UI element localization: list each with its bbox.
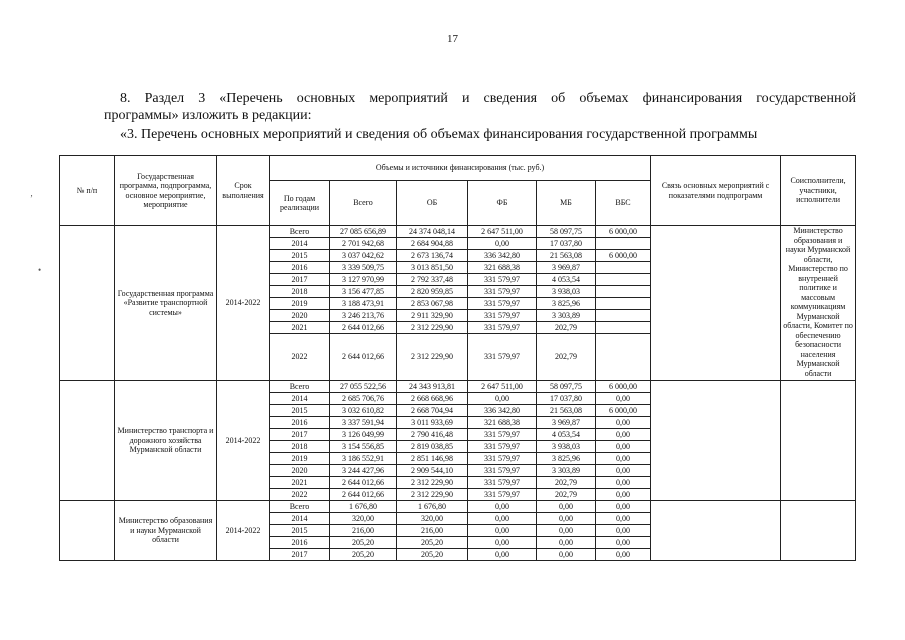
cell-num <box>60 501 115 561</box>
cell-total: 3 154 556,85 <box>330 441 397 453</box>
cell-year: 2018 <box>270 441 330 453</box>
cell-fb: 0,00 <box>468 513 537 525</box>
cell-total: 2 644 012,66 <box>330 489 397 501</box>
cell-mb: 3 969,87 <box>537 417 596 429</box>
cell-link <box>651 381 781 501</box>
cell-vbs: 6 000,00 <box>596 405 651 417</box>
cell-executors <box>781 381 856 501</box>
table-row <box>60 226 856 238</box>
cell-mb: 0,00 <box>537 549 596 561</box>
cell-program-name: Министерство транспорта и дорожного хозяйства Мурманской области <box>115 381 217 501</box>
cell-ob: 3 011 933,69 <box>397 417 468 429</box>
cell-year: 2016 <box>270 537 330 549</box>
cell-fb: 2 647 511,00 <box>468 226 537 238</box>
cell-fb: 331 579,97 <box>468 489 537 501</box>
cell-vbs: 0,00 <box>596 513 651 525</box>
cell-ob: 3 013 851,50 <box>397 262 468 274</box>
cell-mb: 58 097,75 <box>537 381 596 393</box>
cell-fb: 331 579,97 <box>468 310 537 322</box>
cell-link <box>651 226 781 381</box>
page-number: 17 <box>447 33 458 45</box>
cell-fb: 0,00 <box>468 393 537 405</box>
cell-year: 2017 <box>270 549 330 561</box>
cell-mb: 17 037,80 <box>537 393 596 405</box>
cell-vbs: 0,00 <box>596 549 651 561</box>
cell-total: 3 244 427,96 <box>330 465 397 477</box>
cell-ob: 2 820 959,85 <box>397 286 468 298</box>
cell-mb: 4 053,54 <box>537 274 596 286</box>
cell-year: Всего <box>270 381 330 393</box>
cell-ob: 2 312 229,90 <box>397 334 468 381</box>
cell-term: 2014-2022 <box>217 381 270 501</box>
cell-total: 2 685 706,76 <box>330 393 397 405</box>
cell-mb: 4 053,54 <box>537 429 596 441</box>
cell-fb: 331 579,97 <box>468 322 537 334</box>
header-mb: МБ <box>537 181 596 226</box>
margin-mark: • <box>38 265 42 275</box>
cell-fb: 331 579,97 <box>468 429 537 441</box>
cell-fb: 0,00 <box>468 549 537 561</box>
cell-ob: 2 684 904,88 <box>397 238 468 250</box>
header-total: Всего <box>330 181 397 226</box>
cell-total: 1 676,80 <box>330 501 397 513</box>
table-row <box>60 381 856 393</box>
cell-year: 2018 <box>270 286 330 298</box>
cell-total: 3 339 509,75 <box>330 262 397 274</box>
cell-vbs: 0,00 <box>596 393 651 405</box>
cell-mb: 3 938,03 <box>537 286 596 298</box>
cell-ob: 2 911 329,90 <box>397 310 468 322</box>
cell-total: 3 032 610,82 <box>330 405 397 417</box>
cell-program-name: Государственная программа «Развитие транспортной системы» <box>115 226 217 381</box>
cell-year: 2016 <box>270 262 330 274</box>
cell-total: 3 186 552,91 <box>330 453 397 465</box>
cell-fb: 0,00 <box>468 238 537 250</box>
header-executors: Соисполнители, участники, исполнители <box>781 156 856 226</box>
cell-total: 205,20 <box>330 537 397 549</box>
cell-fb: 336 342,80 <box>468 250 537 262</box>
cell-mb: 3 938,03 <box>537 441 596 453</box>
cell-total: 3 127 970,99 <box>330 274 397 286</box>
cell-ob: 24 343 913,81 <box>397 381 468 393</box>
cell-vbs: 0,00 <box>596 525 651 537</box>
header-fb: ФБ <box>468 181 537 226</box>
cell-ob: 216,00 <box>397 525 468 537</box>
cell-year: 2020 <box>270 310 330 322</box>
cell-vbs <box>596 334 651 381</box>
header-vbs: ВБС <box>596 181 651 226</box>
section-title: «3. Перечень основных мероприятий и сведения об объемах финансирования государственной программы <box>120 127 758 142</box>
cell-year: 2020 <box>270 465 330 477</box>
cell-mb: 202,79 <box>537 334 596 381</box>
cell-term: 2014-2022 <box>217 501 270 561</box>
header-num: № п/п <box>60 156 115 226</box>
cell-mb: 0,00 <box>537 513 596 525</box>
cell-vbs <box>596 274 651 286</box>
cell-fb: 0,00 <box>468 501 537 513</box>
cell-term: 2014-2022 <box>217 226 270 381</box>
cell-vbs: 0,00 <box>596 441 651 453</box>
cell-ob: 2 312 229,90 <box>397 322 468 334</box>
cell-year: 2014 <box>270 513 330 525</box>
cell-vbs: 0,00 <box>596 477 651 489</box>
cell-ob: 2 673 136,74 <box>397 250 468 262</box>
cell-ob: 205,20 <box>397 549 468 561</box>
cell-vbs <box>596 286 651 298</box>
cell-ob: 2 909 544,10 <box>397 465 468 477</box>
cell-mb: 21 563,08 <box>537 405 596 417</box>
cell-mb: 21 563,08 <box>537 250 596 262</box>
cell-vbs: 6 000,00 <box>596 381 651 393</box>
cell-ob: 2 819 038,85 <box>397 441 468 453</box>
cell-num <box>60 381 115 501</box>
cell-fb: 0,00 <box>468 525 537 537</box>
cell-num <box>60 226 115 381</box>
cell-ob: 2 668 704,94 <box>397 405 468 417</box>
cell-ob: 2 312 229,90 <box>397 477 468 489</box>
cell-vbs: 6 000,00 <box>596 250 651 262</box>
cell-total: 27 085 656,89 <box>330 226 397 238</box>
cell-year: 2014 <box>270 393 330 405</box>
header-term: Срок выполнения <box>217 156 270 226</box>
cell-vbs: 0,00 <box>596 501 651 513</box>
cell-mb: 3 303,89 <box>537 465 596 477</box>
cell-year: 2021 <box>270 322 330 334</box>
cell-vbs <box>596 238 651 250</box>
cell-total: 205,20 <box>330 549 397 561</box>
financing-table <box>59 155 856 561</box>
cell-ob: 24 374 048,14 <box>397 226 468 238</box>
cell-total: 3 246 213,76 <box>330 310 397 322</box>
cell-fb: 0,00 <box>468 537 537 549</box>
cell-year: 2015 <box>270 405 330 417</box>
cell-total: 27 055 522,56 <box>330 381 397 393</box>
cell-total: 3 126 049,99 <box>330 429 397 441</box>
cell-ob: 1 676,80 <box>397 501 468 513</box>
cell-fb: 321 688,38 <box>468 262 537 274</box>
header-program: Государственная программа, подпрограмма, основное мероприятие, мероприятие <box>115 156 217 226</box>
paragraph-line-2: программы» изложить в редакции: <box>104 108 312 123</box>
cell-vbs: 0,00 <box>596 453 651 465</box>
cell-fb: 2 647 511,00 <box>468 381 537 393</box>
cell-program-name: Министерство образования и науки Мурманской области <box>115 501 217 561</box>
cell-total: 2 644 012,66 <box>330 477 397 489</box>
cell-total: 3 188 473,91 <box>330 298 397 310</box>
cell-total: 3 156 477,85 <box>330 286 397 298</box>
cell-ob: 2 312 229,90 <box>397 489 468 501</box>
cell-fb: 331 579,97 <box>468 453 537 465</box>
cell-vbs <box>596 262 651 274</box>
cell-fb: 331 579,97 <box>468 298 537 310</box>
paragraph-line-1: 8. Раздел 3 «Перечень основных мероприятий и сведения об объемах финансирования государственной <box>120 91 856 106</box>
cell-ob: 2 668 668,96 <box>397 393 468 405</box>
cell-year: 2015 <box>270 525 330 537</box>
cell-year: 2022 <box>270 489 330 501</box>
cell-fb: 336 342,80 <box>468 405 537 417</box>
cell-ob: 2 853 067,98 <box>397 298 468 310</box>
cell-ob: 2 792 337,48 <box>397 274 468 286</box>
cell-mb: 3 303,89 <box>537 310 596 322</box>
cell-total: 2 644 012,66 <box>330 334 397 381</box>
margin-mark: ‚ <box>30 188 33 198</box>
cell-year: 2022 <box>270 334 330 381</box>
header-by-year: По годам реализации <box>270 181 330 226</box>
header-link: Связь основных мероприятий с показателями подпрограмм <box>651 156 781 226</box>
cell-vbs: 0,00 <box>596 537 651 549</box>
cell-vbs: 0,00 <box>596 489 651 501</box>
cell-total: 2 644 012,66 <box>330 322 397 334</box>
cell-executors: Министерство образования и науки Мурманской области, Министерство по внутренней политике и массовым коммуникациям Мурманской области, Комитет по обеспечению безопасности населения Мурманской области <box>781 226 856 381</box>
cell-fb: 331 579,97 <box>468 477 537 489</box>
cell-mb: 17 037,80 <box>537 238 596 250</box>
cell-fb: 331 579,97 <box>468 465 537 477</box>
header-volumes: Объемы и источники финансирования (тыс. руб.) <box>270 156 651 181</box>
cell-vbs: 6 000,00 <box>596 226 651 238</box>
cell-mb: 58 097,75 <box>537 226 596 238</box>
cell-vbs: 0,00 <box>596 429 651 441</box>
cell-mb: 0,00 <box>537 525 596 537</box>
cell-total: 3 037 042,62 <box>330 250 397 262</box>
cell-fb: 331 579,97 <box>468 286 537 298</box>
cell-year: 2015 <box>270 250 330 262</box>
cell-vbs: 0,00 <box>596 465 651 477</box>
cell-fb: 321 688,38 <box>468 417 537 429</box>
cell-mb: 202,79 <box>537 489 596 501</box>
cell-executors <box>781 501 856 561</box>
cell-mb: 0,00 <box>537 501 596 513</box>
cell-year: 2017 <box>270 274 330 286</box>
cell-ob: 2 790 416,48 <box>397 429 468 441</box>
cell-year: 2014 <box>270 238 330 250</box>
cell-fb: 331 579,97 <box>468 274 537 286</box>
cell-total: 320,00 <box>330 513 397 525</box>
table-row <box>60 501 856 513</box>
cell-mb: 202,79 <box>537 322 596 334</box>
cell-mb: 0,00 <box>537 537 596 549</box>
cell-year: Всего <box>270 226 330 238</box>
cell-year: Всего <box>270 501 330 513</box>
cell-link <box>651 501 781 561</box>
cell-year: 2021 <box>270 477 330 489</box>
cell-mb: 3 969,87 <box>537 262 596 274</box>
cell-vbs <box>596 322 651 334</box>
cell-mb: 3 825,96 <box>537 298 596 310</box>
cell-mb: 3 825,96 <box>537 453 596 465</box>
cell-ob: 320,00 <box>397 513 468 525</box>
cell-vbs <box>596 310 651 322</box>
cell-ob: 2 851 146,98 <box>397 453 468 465</box>
cell-total: 216,00 <box>330 525 397 537</box>
cell-fb: 331 579,97 <box>468 441 537 453</box>
cell-ob: 205,20 <box>397 537 468 549</box>
cell-total: 2 701 942,68 <box>330 238 397 250</box>
cell-year: 2019 <box>270 298 330 310</box>
cell-mb: 202,79 <box>537 477 596 489</box>
cell-vbs <box>596 298 651 310</box>
cell-fb: 331 579,97 <box>468 334 537 381</box>
header-ob: ОБ <box>397 181 468 226</box>
cell-year: 2016 <box>270 417 330 429</box>
cell-year: 2017 <box>270 429 330 441</box>
cell-vbs: 0,00 <box>596 417 651 429</box>
cell-total: 3 337 591,94 <box>330 417 397 429</box>
cell-year: 2019 <box>270 453 330 465</box>
